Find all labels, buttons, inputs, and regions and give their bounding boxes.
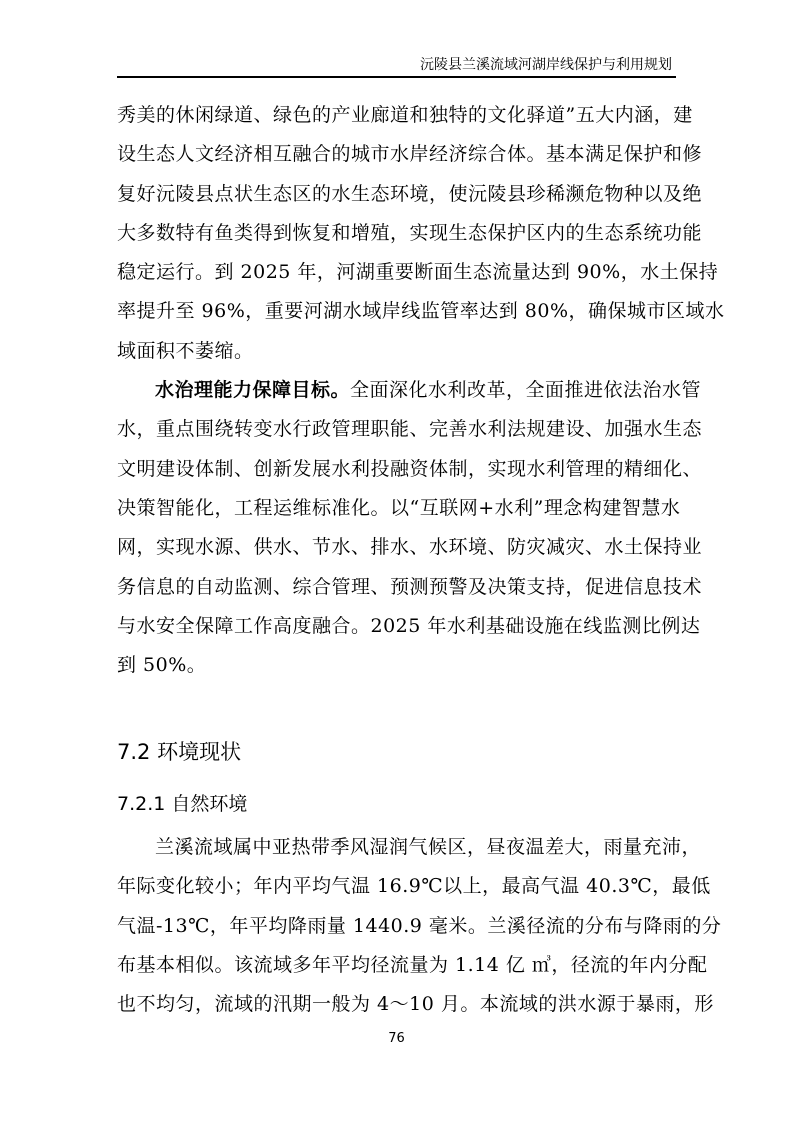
paragraph-first-line [117,371,702,410]
paragraph-line: 务信息的自动监测、综合管理、预测预警及决策支持，促进信息技术 [117,575,703,598]
paragraph-line: 也不均匀，流域的汛期一般为 4～10 月。本流域的洪水源于暴雨，形 [117,993,714,1016]
paragraph-line: 稳定运行。到 2025 年，河湖重要断面生态流量达到 90%，水土保持 [117,261,719,284]
paragraph-line: 水，重点围绕转变水行政管理职能、完善水利法规建设、加强水生态 [117,418,703,441]
paragraph-line: 大多数特有鱼类得到恢复和增殖，实现生态保护区内的生态系统功能 [117,221,703,244]
section-content [117,828,722,1024]
paragraph-line: 与水安全保障工作高度融合。2025 年水利基础设施在线监测比例达 [117,614,701,637]
paragraph-line: 秀美的休闲绿道、绿色的产业廊道和独特的文化驿道”五大内涵，建 [117,104,693,126]
paragraph-line: 设生态人文经济相互融合的城市水岸经济综合体。基本满足保护和修 [117,143,703,166]
paragraph-line: 决策智能化，工程运维标准化。以“互联网+水利”理念构建智慧水 [117,496,681,519]
paragraph-line: 率提升至 96%，重要河湖水域岸线监管率达到 80%，确保城市区域水 [117,300,725,323]
header-title: 沅陵县兰溪流域河湖岸线保护与利用规划 [420,57,672,73]
section-heading: 7.2 环境现状 [117,740,242,764]
paragraph-line: 网，实现水源、供水、节水、排水、水环境、防灾减灾、水土保持业 [117,536,703,559]
page-number: 76 [388,1031,405,1046]
bold-lead-text: 水治理能力保障目标。 [155,379,351,402]
paragraph-line: 到 50%。 [117,654,207,677]
paragraph-line: 年际变化较小；年内平均气温 16.9℃以上，最高气温 40.3℃，最低 [117,875,711,898]
main-content [117,96,725,685]
paragraph-line: 域面积不萎缩。 [117,339,254,362]
paragraph-line: 复好沅陵县点状生态区的水生态环境，使沅陵县珍稀濒危物种以及绝 [117,182,703,205]
paragraph-line: 布基本相似。该流域多年平均径流量为 1.14 亿 ㎥，径流的年内分配 [117,953,708,976]
page-header [117,46,676,78]
subsection-heading: 7.2.1 自然环境 [117,793,248,815]
paragraph-line: 文明建设体制、创新发展水利投融资体制，实现水利管理的精细化、 [117,457,703,480]
paragraph-line: 气温-13℃，年平均降雨量 1440.9 毫米。兰溪径流的分布与降雨的分 [117,914,722,937]
paragraph-text: 全面深化水利改革，全面推进依法治水管 [350,379,702,402]
paragraph-line: 兰溪流域属中亚热带季风湿润气候区，昼夜温差大，雨量充沛， [155,836,702,858]
